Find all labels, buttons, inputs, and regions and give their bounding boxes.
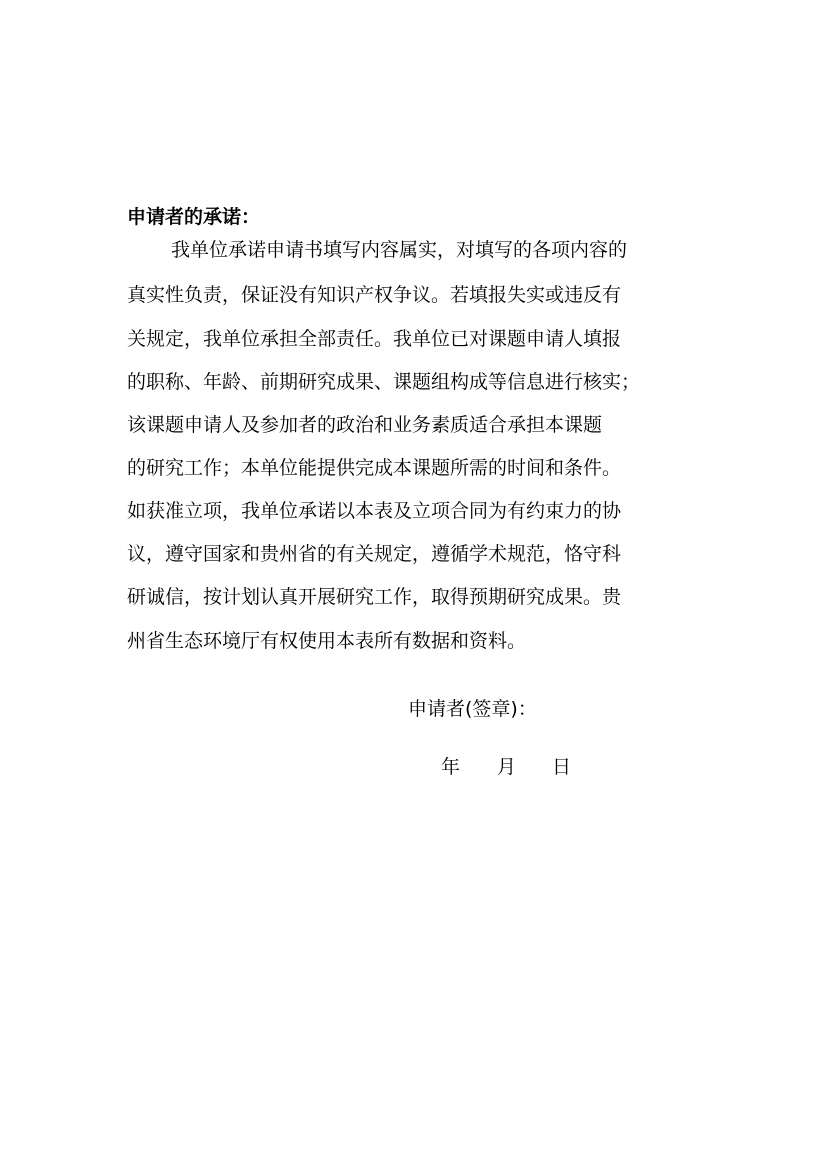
- commitment-line-4: 的职称、年龄、前期研究成果、课题组构成等信息进行核实；: [127, 371, 641, 393]
- commitment-line-1: 我单位承诺申请书填写内容属实，对填写的各项内容的: [171, 239, 628, 261]
- date-month-label: 月: [497, 756, 517, 778]
- commitment-heading: 申请者的承诺：: [127, 206, 261, 228]
- commitment-line-3: 关规定，我单位承担全部责任。我单位已对课题申请人填报: [127, 328, 622, 350]
- commitment-line-10: 州省生态环境厅有权使用本表所有数据和资料。: [127, 630, 527, 652]
- signature-label: 申请者(签章)：: [408, 698, 537, 720]
- date-day-label: 日: [552, 756, 572, 778]
- commitment-line-9: 研诚信，按计划认真开展研究工作，取得预期研究成果。贵: [127, 586, 622, 608]
- commitment-line-5: 该课题申请人及参加者的政治和业务素质适合承担本课题: [127, 414, 603, 436]
- commitment-line-2: 真实性负责，保证没有知识产权争议。若填报失实或违反有: [127, 284, 622, 306]
- commitment-line-7: 如获准立项，我单位承诺以本表及立项合同为有约束力的协: [127, 500, 622, 522]
- commitment-line-8: 议，遵守国家和贵州省的有关规定，遵循学术规范，恪守科: [127, 543, 622, 565]
- commitment-line-6: 的研究工作；本单位能提供完成本课题所需的时间和条件。: [127, 457, 622, 479]
- date-year-label: 年: [441, 756, 461, 778]
